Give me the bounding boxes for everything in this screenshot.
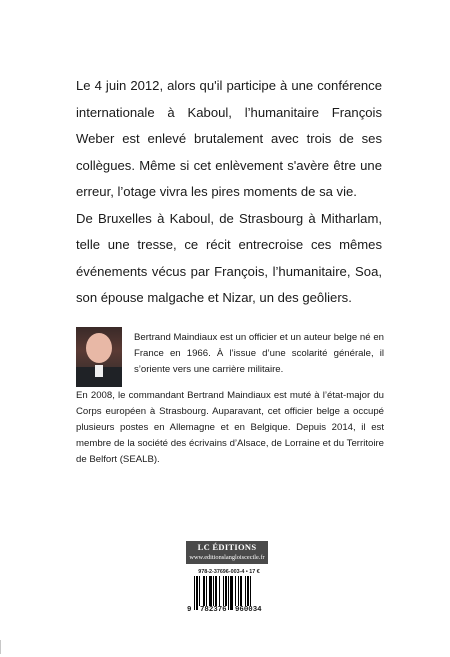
publisher-logo: [186, 541, 268, 564]
barcode-digits-right: 960034: [235, 606, 262, 614]
barcode-bars: [194, 576, 270, 610]
summary-paragraph-2: De Bruxelles à Kaboul, de Strasbourg à Mitharlam, telle une tresse, ce récit entrecroise ces mêmes événements vécus par François, l’humanitaire, Soa, son épouse malgache et Nizar, un des geôliers.: [76, 210, 382, 305]
summary-paragraph-1: Le 4 juin 2012, alors qu'il participe à une conférence internationale à Kaboul, l’humanitaire François Weber est enlevé brutalement avec trois de ses collègues. Même si cet enlèvement s'avère être une erreur, l’otage vivra les pires moments de sa vie.: [76, 78, 382, 199]
back-cover-summary: [76, 73, 382, 312]
author-bio-bottom: [76, 378, 384, 478]
edge-mark: [0, 640, 1, 654]
publisher-website: www.editionslangloiscecile.fr: [189, 554, 265, 561]
author-bio-start: Bertrand Maindiaux est un officier et un auteur belge né en France en 1966. À l’issue d’une scolarité générale, il s’oriente vers une carrière militaire.: [134, 332, 384, 376]
isbn-price-label: 978-2-37696-003-4 • 17 €: [198, 569, 260, 575]
barcode-digit-first: 9: [187, 606, 192, 614]
author-bio-top: [134, 330, 384, 379]
isbn-barcode: [186, 576, 272, 616]
publisher-name: LC ÉDITIONS: [197, 542, 257, 552]
barcode-digits-left: 782376: [200, 606, 227, 614]
author-bio-rest: En 2008, le commandant Bertrand Maindiaux est muté à l’état-major du Corps européen à Strasbourg. Auparavant, cet officier belge a occupé plusieurs postes en Allemagne et en Belgique. Depuis 2014, il est membre de la société des écrivains d’Alsace, de Lorraine et du Territoire de Belfort (SEALB).: [76, 389, 384, 466]
